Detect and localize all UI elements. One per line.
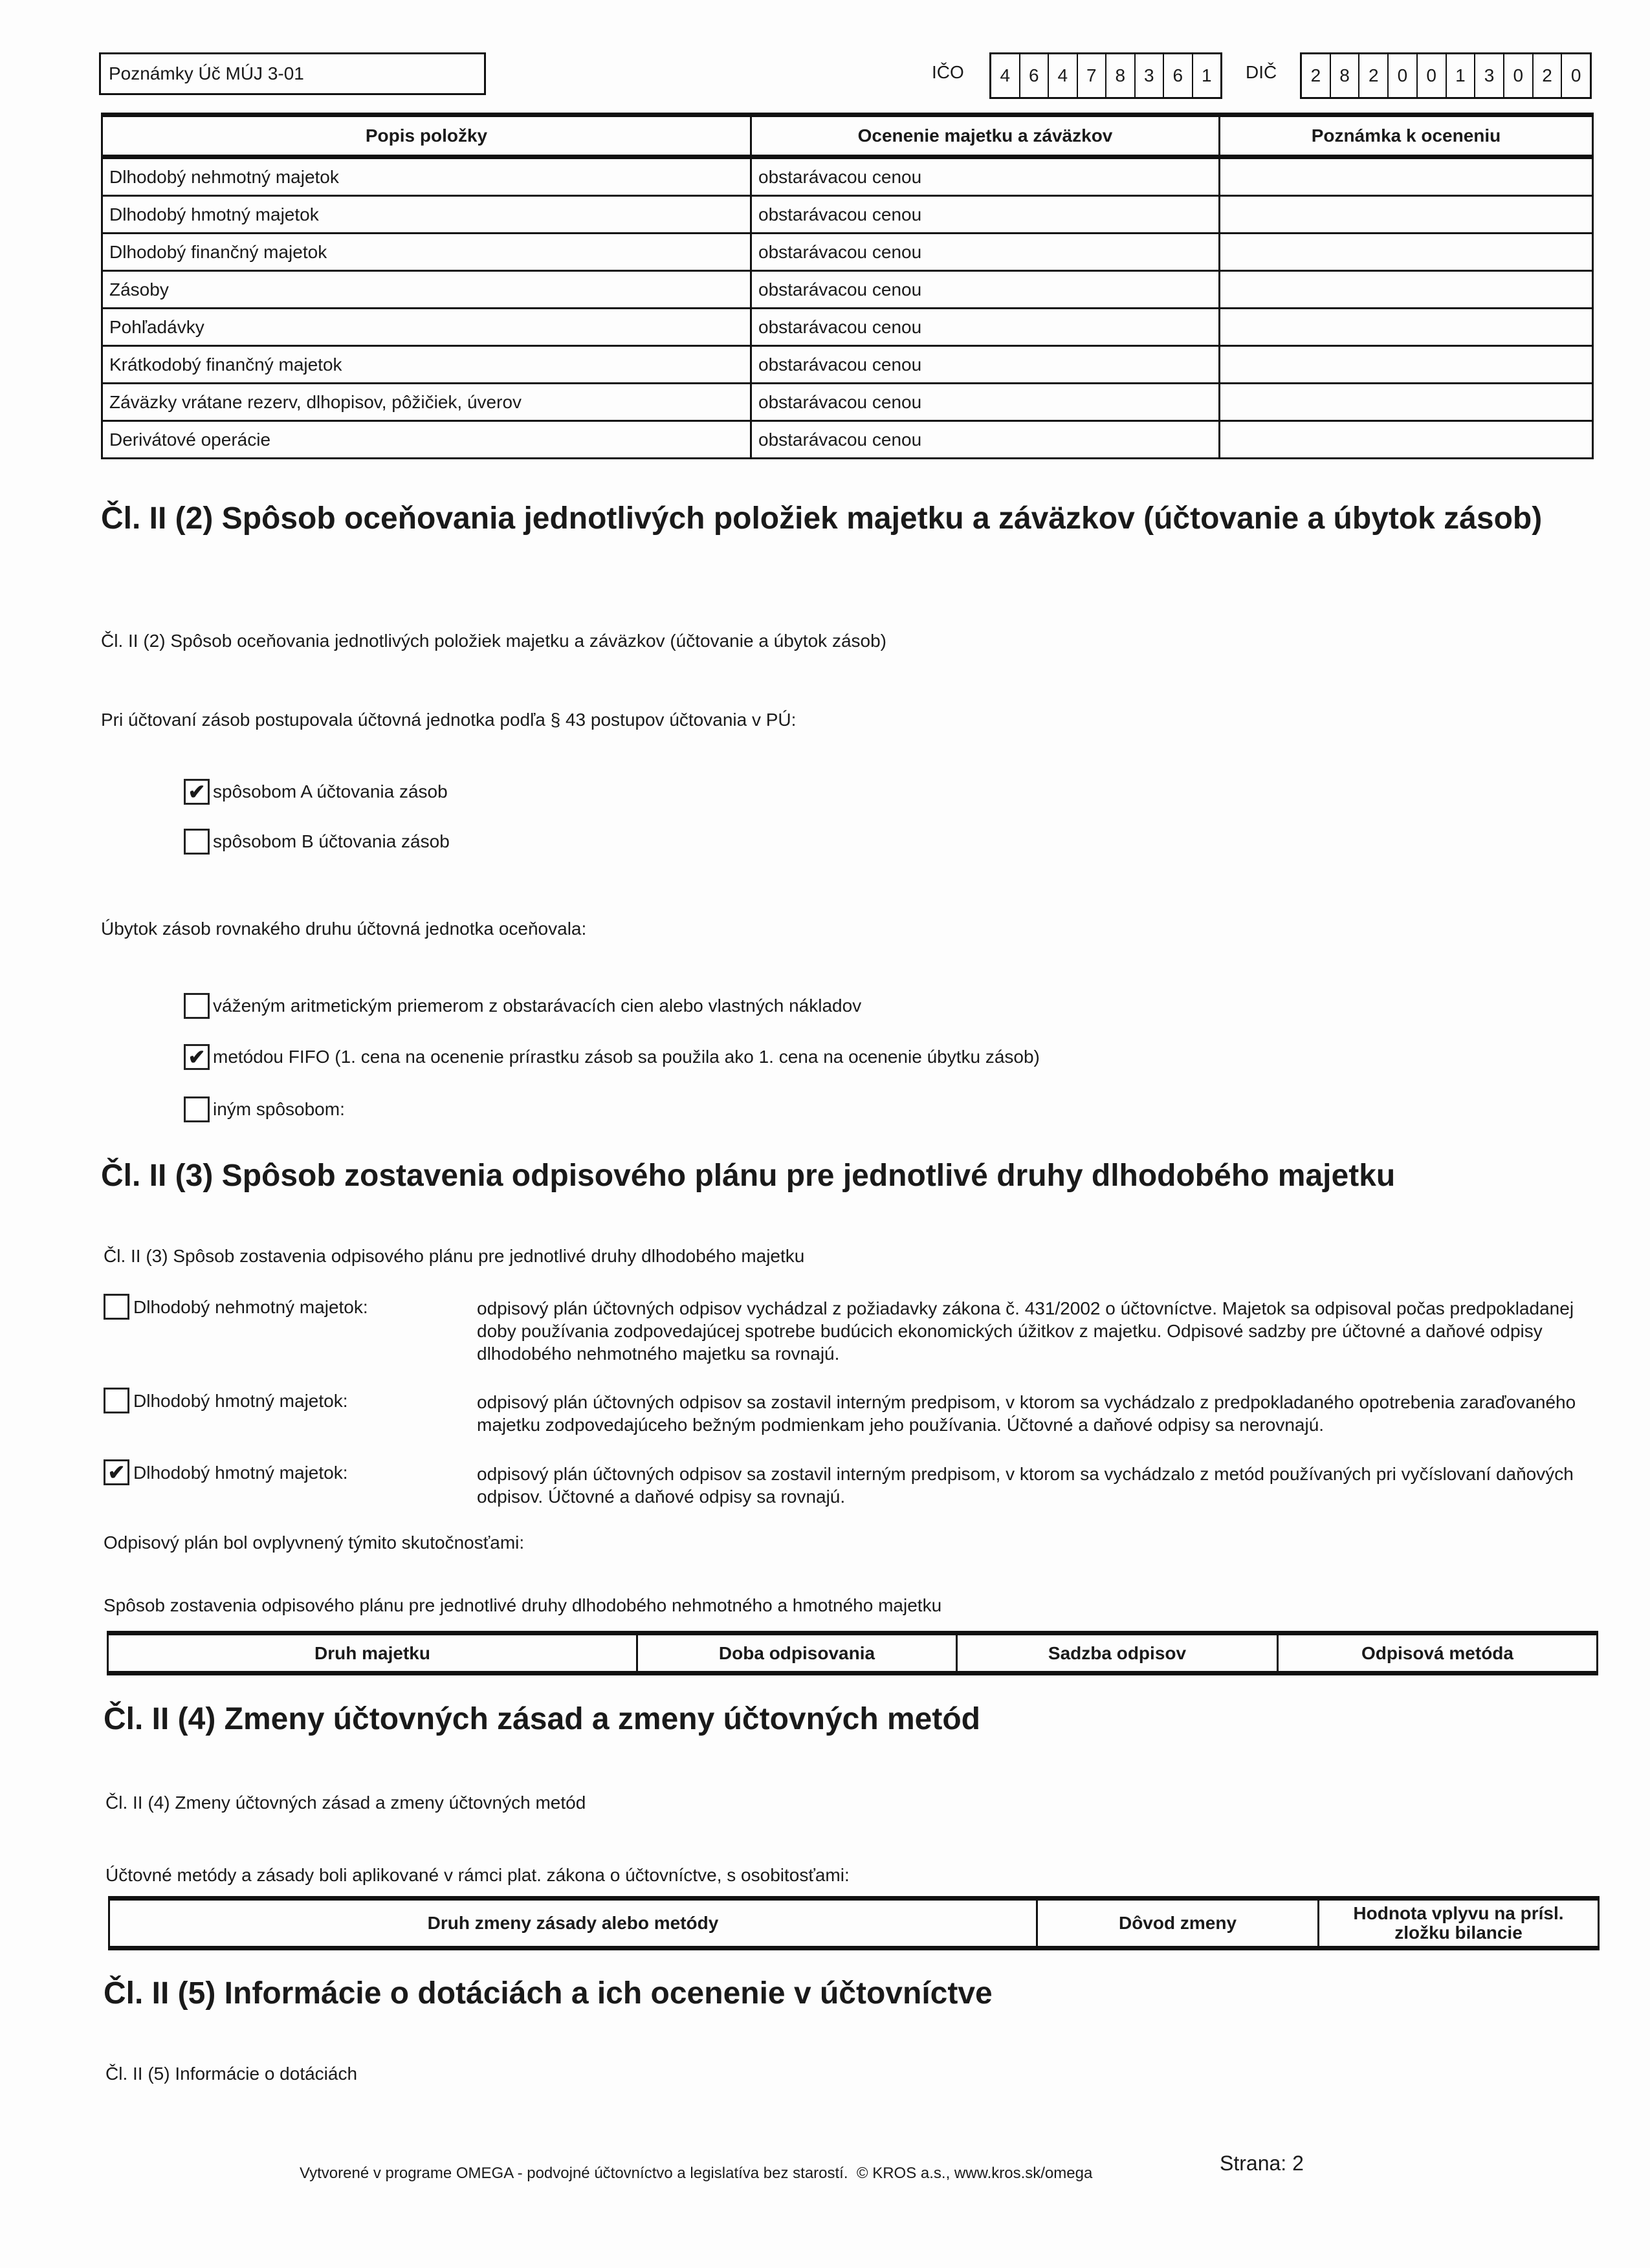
- ico-digit: 8: [1106, 54, 1136, 97]
- table-row: [102, 309, 1593, 346]
- col-header-asset-type: Druh majetku: [108, 1633, 637, 1674]
- checkbox-other-method-label: iným spôsobom:: [213, 1099, 345, 1119]
- col-header-impact-value: Hodnota vplyvu na prísl. zložku bilancie: [1319, 1899, 1599, 1948]
- checkbox-method-b-label: spôsobom B účtovania zásob: [213, 831, 450, 851]
- checkbox-method-b[interactable]: [184, 829, 210, 855]
- cell-note: [1220, 234, 1593, 271]
- table-row: [102, 196, 1593, 234]
- cell-note: [1220, 346, 1593, 384]
- cell-valuation: obstarávacou cenou: [751, 157, 1220, 196]
- depreciation-table-caption: Spôsob zostavenia odpisového plánu pre jednotlivé druhy dlhodobého nehmotného a hmotného majetku: [104, 1595, 942, 1615]
- ico-digit: 4: [1049, 54, 1078, 97]
- dic-digit: 0: [1418, 54, 1447, 97]
- tangible-assets-1-text: odpisový plán účtovných odpisov sa zostavil interným predpisom, v ktorom sa vychádzalo z predpokladaného opotrebenia zaraďovaného majetku zodpovedajúceho bežným podmienkam jeho používania. Účtovné a daňové odpisy sa nerovnajú.: [477, 1392, 1576, 1435]
- checkmark-icon: ✔: [107, 1461, 126, 1484]
- checkbox-method-a-label: spôsobom A účtovania zásob: [213, 781, 448, 801]
- cell-note: [1220, 309, 1593, 346]
- dic-label: DIČ: [1246, 62, 1277, 82]
- col-header-depreciation-rate: Sadzba odpisov: [957, 1633, 1278, 1674]
- checkbox-intangible-assets[interactable]: [104, 1294, 129, 1320]
- page-number: Strana: 2: [1220, 2152, 1304, 2175]
- dic-digit: 0: [1389, 54, 1418, 97]
- ico-label: IČO: [932, 62, 964, 82]
- checkbox-other-method[interactable]: [184, 1096, 210, 1122]
- cell-description: Dlhodobý hmotný majetok: [102, 196, 751, 234]
- ico-digit: 7: [1078, 54, 1107, 97]
- cell-note: [1220, 157, 1593, 196]
- cell-valuation: obstarávacou cenou: [751, 196, 1220, 234]
- section4-heading: Čl. II (4) Zmeny účtovných zásad a zmeny účtovných metód: [104, 1702, 980, 1736]
- checkmark-icon: ✔: [188, 780, 206, 803]
- col-header-change-type: Druh zmeny zásady alebo metódy: [109, 1899, 1037, 1948]
- section3-subtitle: Čl. II (3) Spôsob zostavenia odpisového plánu pre jednotlivé druhy dlhodobého majetku: [104, 1246, 805, 1266]
- dic-digit: 0: [1504, 54, 1534, 97]
- cell-valuation: obstarávacou cenou: [751, 346, 1220, 384]
- cell-note: [1220, 384, 1593, 421]
- cell-valuation: obstarávacou cenou: [751, 309, 1220, 346]
- col-header-depreciation-period: Doba odpisovania: [637, 1633, 957, 1674]
- cell-valuation: obstarávacou cenou: [751, 271, 1220, 309]
- cell-description: Krátkodobý finančný majetok: [102, 346, 751, 384]
- ico-digit: 3: [1136, 54, 1165, 97]
- cell-description: Záväzky vrátane rezerv, dlhopisov, pôžičiek, úverov: [102, 384, 751, 421]
- dic-digit: 2: [1359, 54, 1389, 97]
- dic-digit: 3: [1475, 54, 1504, 97]
- intangible-assets-text: odpisový plán účtovných odpisov vychádzal z požiadavky zákona č. 431/2002 o účtovníctve. Majetok sa odpisoval počas predpokladanej doby používania zodpovedajúcej spotrebe budúcich ekonomických úžitkov z majetku. Odpisové sadzby pre účtovné a daňové odpisy dlhodobého nehmotného majetku sa rovnajú.: [477, 1298, 1574, 1364]
- valuation-table: [101, 113, 1594, 459]
- tangible-assets-1-label: Dlhodobý hmotný majetok:: [133, 1391, 348, 1411]
- dic-digit: 1: [1447, 54, 1476, 97]
- cell-description: Dlhodobý nehmotný majetok: [102, 157, 751, 196]
- dic-digit: 2: [1302, 54, 1331, 97]
- ico-digit: 6: [1020, 54, 1050, 97]
- checkbox-fifo-label: metódou FIFO (1. cena na ocenenie prírastku zásob sa použila ako 1. cena na ocenenie úbytku zásob): [213, 1047, 1040, 1067]
- checkmark-icon: ✔: [188, 1045, 206, 1069]
- checkbox-tangible-assets-2[interactable]: [104, 1459, 129, 1485]
- cell-description: Pohľadávky: [102, 309, 751, 346]
- cell-valuation: obstarávacou cenou: [751, 234, 1220, 271]
- col-header-depreciation-method: Odpisová metóda: [1278, 1633, 1598, 1674]
- form-title-box: [99, 52, 486, 95]
- ico-digit: 1: [1201, 65, 1212, 85]
- section5-subtitle: Čl. II (5) Informácie o dotáciách: [105, 2064, 358, 2084]
- section2-subtitle: Čl. II (2) Spôsob oceňovania jednotlivých položiek majetku a záväzkov (účtovanie a úbytok zásob): [101, 631, 886, 651]
- section5-heading: Čl. II (5) Informácie o dotáciách a ich ocenenie v účtovníctve: [104, 1976, 993, 2011]
- dic-digit: 8: [1331, 54, 1360, 97]
- cell-description: Dlhodobý finančný majetok: [102, 234, 751, 271]
- ico-digits: [989, 52, 1222, 99]
- table-row: [102, 271, 1593, 309]
- checkbox-tangible-assets-1[interactable]: [104, 1388, 129, 1413]
- section4-intro: Účtovné metódy a zásady boli aplikované v rámci plat. zákona o účtovníctve, s osobitosťami:: [105, 1865, 850, 1885]
- col-header-note: Poznámka k oceneniu: [1220, 115, 1593, 157]
- checkbox-fifo[interactable]: [184, 1044, 210, 1070]
- footer-note: Vytvorené v programe OMEGA - podvojné účtovníctvo a legislatíva bez starostí. © KROS a.s., www.kros.sk/omega: [300, 2164, 1093, 2182]
- checkbox-weighted-average[interactable]: [184, 993, 210, 1019]
- col-header-description: Popis položky: [102, 115, 751, 157]
- decrease-intro: Úbytok zásob rovnakého druhu účtovná jednotka oceňovala:: [101, 919, 587, 939]
- dic-digits: [1300, 52, 1592, 99]
- cell-description: Zásoby: [102, 271, 751, 309]
- dic-digit: 2: [1534, 54, 1563, 97]
- cell-description: Derivátové operácie: [102, 421, 751, 459]
- col-header-valuation: Ocenenie majetku a záväzkov: [751, 115, 1220, 157]
- table-row: [102, 234, 1593, 271]
- section4-subtitle: Čl. II (4) Zmeny účtovných zásad a zmeny účtovných metód: [105, 1793, 586, 1813]
- cell-note: [1220, 271, 1593, 309]
- depreciation-table: [107, 1631, 1598, 1675]
- dic-digit: 0: [1570, 65, 1581, 85]
- cell-valuation: obstarávacou cenou: [751, 421, 1220, 459]
- form-title: Poznámky Úč MÚJ 3-01: [109, 63, 304, 83]
- checkbox-weighted-average-label: váženým aritmetickým priemerom z obstarávacích cien alebo vlastných nákladov: [213, 996, 862, 1016]
- checkbox-method-a[interactable]: [184, 779, 210, 805]
- tangible-assets-2-label: Dlhodobý hmotný majetok:: [133, 1463, 348, 1483]
- ico-digit: 4: [991, 54, 1020, 97]
- section2-heading: Čl. II (2) Spôsob oceňovania jednotlivých položiek majetku a záväzkov (účtovanie a úbytok zásob): [101, 501, 1543, 536]
- intangible-assets-label: Dlhodobý nehmotný majetok:: [133, 1297, 368, 1317]
- table-row: [102, 384, 1593, 421]
- tangible-assets-2-text: odpisový plán účtovných odpisov sa zostavil interným predpisom, v ktorom sa vychádzalo z metód používaných pri vyčíslovaní daňových odpisov. Účtovné a daňové odpisy sa rovnajú.: [477, 1464, 1574, 1507]
- cell-note: [1220, 421, 1593, 459]
- changes-table: [108, 1896, 1600, 1950]
- cell-valuation: obstarávacou cenou: [751, 384, 1220, 421]
- table-row: [102, 421, 1593, 459]
- table-row: [102, 157, 1593, 196]
- col-header-change-reason: Dôvod zmeny: [1037, 1899, 1319, 1948]
- ico-digit: 6: [1164, 54, 1193, 97]
- table-row: [102, 346, 1593, 384]
- section3-heading: Čl. II (3) Spôsob zostavenia odpisového plánu pre jednotlivé druhy dlhodobého majetku: [101, 1159, 1396, 1193]
- influenced-by-text: Odpisový plán bol ovplyvnený týmito skutočnosťami:: [104, 1532, 525, 1553]
- section2-intro: Pri účtovaní zásob postupovala účtovná jednotka podľa § 43 postupov účtovania v PÚ:: [101, 710, 797, 730]
- cell-note: [1220, 196, 1593, 234]
